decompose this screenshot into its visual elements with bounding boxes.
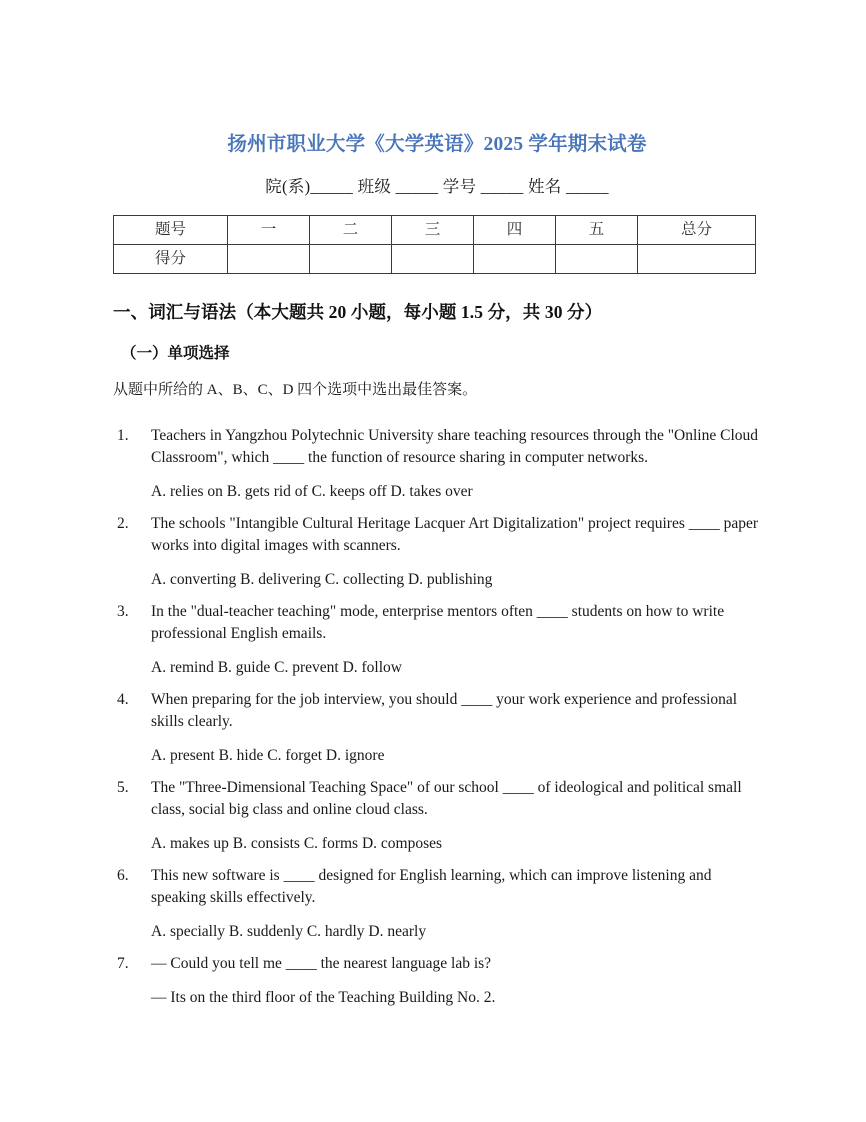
question-stem: — Could you tell me ____ the nearest language lab is?	[151, 955, 492, 973]
score-table-cell-blank[interactable]	[392, 245, 474, 274]
score-table-cell-blank[interactable]	[556, 245, 638, 274]
score-table-cell: 得分	[114, 245, 228, 274]
question-options[interactable]: A. remind B. guide C. prevent D. follow	[151, 659, 402, 677]
score-table-wrapper	[113, 215, 761, 274]
score-table-cell: 四	[474, 216, 556, 245]
score-table-cell-blank[interactable]	[228, 245, 310, 274]
question-number: 1.	[117, 427, 129, 445]
list-item	[113, 855, 761, 943]
question-number: 7.	[117, 955, 129, 973]
question-dialogue-reply: — Its on the third floor of the Teaching Building No. 2.	[151, 989, 496, 1007]
score-table-cell-blank[interactable]	[638, 245, 756, 274]
score-table-cell-blank[interactable]	[474, 245, 556, 274]
table-row	[114, 216, 756, 245]
question-stem: The "Three-Dimensional Teaching Space" of our school ____ of ideological and political small class, social big class and online cloud class.	[151, 779, 742, 819]
question-number: 2.	[117, 515, 129, 533]
score-table-cell-blank[interactable]	[310, 245, 392, 274]
score-table	[113, 215, 756, 274]
list-item	[113, 943, 761, 1009]
question-stem: In the "dual-teacher teaching" mode, enterprise mentors often ____ students on how to write professional English emails.	[151, 603, 725, 643]
score-table-cell: 题号	[114, 216, 228, 245]
question-number: 6.	[117, 867, 129, 885]
list-item	[113, 503, 761, 591]
question-options[interactable]: A. converting B. delivering C. collecting D. publishing	[151, 571, 493, 589]
table-row	[114, 245, 756, 274]
list-item	[113, 415, 761, 503]
question-options[interactable]: A. relies on B. gets rid of C. keeps off D. takes over	[151, 483, 473, 501]
question-number: 3.	[117, 603, 129, 621]
list-item	[113, 591, 761, 679]
question-options[interactable]: A. specially B. suddenly C. hardly D. nearly	[151, 923, 427, 941]
page-title: 扬州市职业大学《大学英语》2025 学年期末试卷	[227, 134, 647, 155]
question-stem: This new software is ____ designed for English learning, which can improve listening and speaking skills effectively.	[151, 867, 712, 907]
question-list	[113, 401, 761, 1009]
question-options[interactable]: A. present B. hide C. forget D. ignore	[151, 747, 385, 765]
question-options[interactable]: A. makes up B. consists C. forms D. composes	[151, 835, 443, 853]
score-table-cell: 一	[228, 216, 310, 245]
list-item	[113, 679, 761, 767]
score-table-cell: 三	[392, 216, 474, 245]
list-item	[113, 767, 761, 855]
question-stem: Teachers in Yangzhou Polytechnic University share teaching resources through the "Online Cloud Classroom", which ____ the function of resource sharing in computer networks.	[151, 427, 759, 467]
page-content	[113, 0, 761, 1009]
question-stem: The schools "Intangible Cultural Heritage Lacquer Art Digitalization" project requires ____ paper works into digital images with scanners.	[151, 515, 759, 555]
section-instruction: 从题中所给的 A、B、C、D 四个选项中选出最佳答案。	[113, 382, 478, 399]
score-table-cell: 二	[310, 216, 392, 245]
score-table-cell: 五	[556, 216, 638, 245]
student-info-line: 院(系)_____ 班级 _____ 学号 _____ 姓名 _____	[265, 177, 609, 197]
question-number: 4.	[117, 691, 129, 709]
question-stem: When preparing for the job interview, you should ____ your work experience and professional skills clearly.	[151, 691, 738, 731]
subsection-heading-multiple-choice: （一）单项选择	[121, 344, 230, 362]
question-number: 5.	[117, 779, 129, 797]
score-table-cell: 总分	[638, 216, 756, 245]
section-heading-vocabulary-grammar: 一、词汇与语法（本大题共 20 小题，每小题 1.5 分，共 30 分）	[113, 302, 603, 323]
